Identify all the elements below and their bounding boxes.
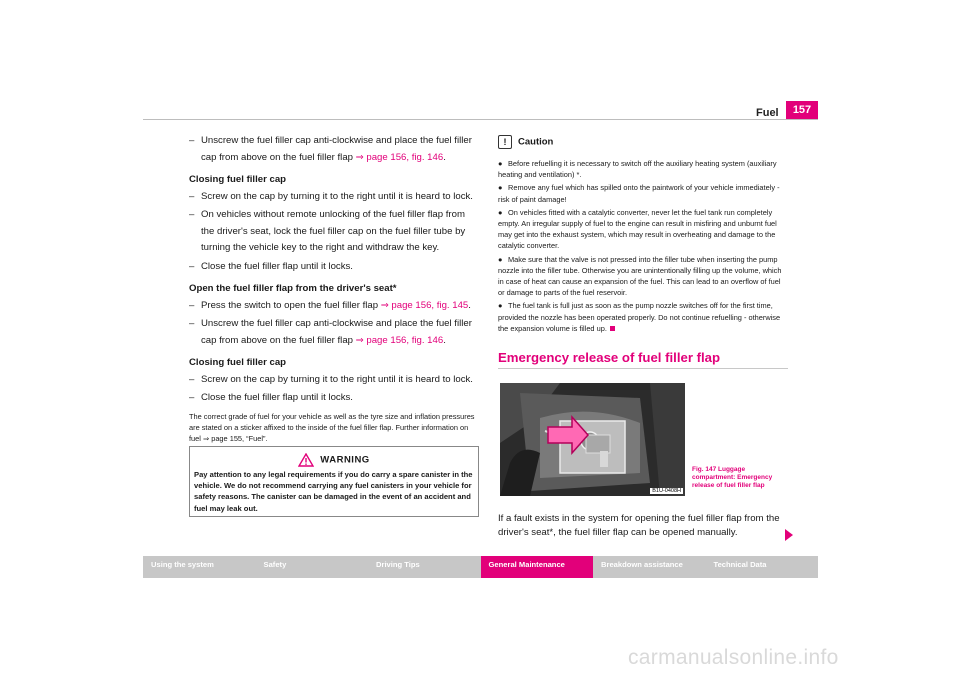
caution-heading	[498, 135, 553, 149]
warning-text: Pay attention to any legal requirements if you do carry a spare canister in the vehicle. We do not recommend carrying any fuel canisters in your vehicle for safety reasons. The canister can be damaged in the event of an accident and fuel may leak out.	[194, 470, 473, 513]
caution-list	[498, 158, 788, 336]
nav-breakdown-assistance[interactable]: Breakdown assistance	[601, 560, 683, 569]
watermark: carmanualsonline.info	[628, 646, 839, 669]
nav-technical-data[interactable]: Technical Data	[713, 560, 767, 569]
step-text: On vehicles without remote unlocking of the fuel filler flap from the driver's seat, lock the fuel filler cap on the fuel filler tube by turning the vehicle key to the right and withdraw the key.	[201, 209, 466, 253]
figure-code: B1U-0408H	[652, 488, 681, 494]
step-text: Close the fuel filler flap until it locks.	[201, 392, 353, 403]
step-item: – Unscrew the fuel filler cap anti-clockwise and place the fuel filler cap from above on the fuel filler flap ⇒ page 156, fig. 146.	[189, 318, 472, 346]
section-body: If a fault exists in the system for opening the fuel filler flap from the driver's seat*, the fuel filler flap can be opened manually.	[498, 513, 780, 538]
nav-driving-tips[interactable]: Driving Tips	[376, 560, 420, 569]
caution-item: ● Remove any fuel which has spilled onto the paintwork of your vehicle immediately - risk of paint damage!	[498, 183, 780, 204]
subheading: Open the fuel filler flap from the driver's seat*	[189, 283, 397, 294]
left-column	[189, 133, 479, 459]
chapter-navbar	[143, 556, 818, 578]
subheading: Closing fuel filler cap	[189, 357, 287, 368]
step-item: – Close the fuel filler flap until it locks.	[189, 260, 353, 272]
step-item: – On vehicles without remote unlocking of the fuel filler flap from the driver's seat, lock the fuel filler cap on the fuel filler tube by turning the vehicle key to the right and withdraw the key.	[189, 209, 466, 253]
page-link[interactable]: ⇒ page 156, fig. 145	[380, 299, 469, 311]
luggage-compartment-illustration	[500, 383, 685, 496]
caution-item: ● Before refuelling it is necessary to switch off the auxiliary heating system (auxiliary heating and ventilation) *.	[498, 159, 777, 180]
subheading: Closing fuel filler cap	[189, 174, 287, 185]
step-text: Screw on the cap by turning it to the right until it is heard to lock.	[201, 373, 473, 385]
step-item: – Unscrew the fuel filler cap anti-clockwise and place the fuel filler cap from above on the fuel filler flap ⇒ page 156, fig. 146.	[189, 135, 472, 163]
page-number: 157	[786, 101, 818, 119]
warning-box	[189, 446, 479, 517]
note-paragraph: The correct grade of fuel for your vehicle as well as the tyre size and inflation pressures are stated on a sticker affixed to the inside of the fuel filler flap. Further information on fuel ⇒ page 155, “Fuel”.	[189, 411, 475, 443]
step-text: Press the switch to open the fuel filler flap	[201, 299, 379, 311]
warning-triangle-icon	[298, 453, 314, 467]
bullet-icon: ●	[498, 301, 503, 311]
nav-using-the-system[interactable]: Using the system	[151, 560, 214, 569]
header-divider	[143, 119, 818, 120]
bullet-icon: ●	[498, 183, 503, 193]
exclamation-icon: !	[498, 135, 512, 149]
warning-heading	[190, 453, 478, 467]
caution-item: ● On vehicles fitted with a catalytic converter, never let the fuel tank run completely empty. An irregular supply of fuel to the engine can result in misfiring and unburnt fuel may get into the exhaust system, which may result in overheating and damage to the catalytic converter.	[498, 207, 777, 251]
section-divider	[498, 368, 788, 369]
step-item: – Screw on the cap by turning it to the right until it is heard to lock.	[189, 373, 473, 385]
page-link[interactable]: ⇒ page 156, fig. 146	[355, 334, 444, 346]
warning-title: WARNING	[320, 454, 370, 466]
end-marker-icon	[610, 326, 615, 331]
step-text: Screw on the cap by turning it to the right until it is heard to lock.	[201, 190, 473, 202]
bullet-icon: ●	[498, 207, 503, 217]
next-page-arrow-icon[interactable]	[785, 529, 793, 541]
figure-image	[500, 383, 685, 496]
page-link[interactable]: ⇒ page 156, fig. 146	[355, 151, 444, 163]
caution-item: ● The fuel tank is full just as soon as the pump nozzle switches off for the first time, provided the nozzle has been operated properly. Do not continue refuelling - otherwise the expansion volume is filled up.	[498, 301, 781, 333]
bullet-icon: ●	[498, 254, 503, 264]
step-item: – Screw on the cap by turning it to the right until it is heard to lock.	[189, 190, 473, 202]
step-text: Unscrew the fuel filler cap anti-clockwise and place the fuel filler cap from above on the fuel filler flap	[201, 318, 472, 346]
step-text: Unscrew the fuel filler cap anti-clockwise and place the fuel filler cap from above on the fuel filler flap	[201, 135, 472, 163]
section-title: Emergency release of fuel filler flap	[498, 350, 721, 365]
figure-caption: Fig. 147 Luggage compartment: Emergency release of fuel filler flap	[692, 466, 773, 489]
nav-general-maintenance[interactable]: General Maintenance	[481, 556, 594, 578]
step-item: – Press the switch to open the fuel filler flap ⇒ page 156, fig. 145.	[189, 299, 471, 311]
caution-title: Caution	[518, 136, 554, 148]
caution-item: ● Make sure that the valve is not pressed into the filler tube when inserting the pump nozzle into the filler tube. Otherwise you are unintentionally filling up the volume, which in case of heat can cause an expansion of the fuel. This can lead to an overflow of fuel or damage to parts of the fuel reservoir.	[498, 254, 782, 298]
nav-safety[interactable]: Safety	[263, 560, 287, 569]
bullet-icon: ●	[498, 159, 503, 168]
page-header-title: Fuel	[756, 107, 779, 119]
step-text: Close the fuel filler flap until it locks.	[201, 260, 353, 272]
step-item: – Close the fuel filler flap until it locks.	[189, 392, 353, 403]
